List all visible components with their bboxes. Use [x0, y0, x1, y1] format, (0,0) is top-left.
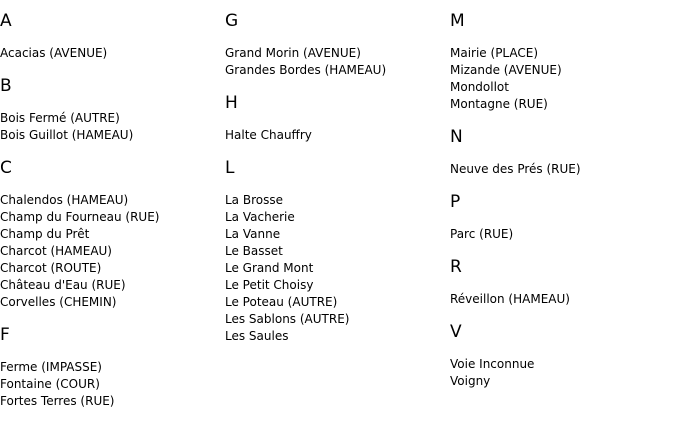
street-link[interactable]: Montagne (RUE): [450, 97, 548, 111]
street-link[interactable]: Ferme (IMPASSE): [0, 360, 102, 374]
street-index-column-1: [0, 10, 220, 410]
street-link[interactable]: La Vanne: [225, 227, 281, 241]
street-index-column-3: [450, 10, 670, 390]
letter-heading: A: [0, 11, 12, 31]
street-link[interactable]: Charcot (ROUTE): [0, 261, 102, 275]
letter-section: [450, 321, 670, 390]
letter-section: [0, 10, 220, 62]
street-link[interactable]: Corvelles (CHEMIN): [0, 295, 117, 309]
street-link[interactable]: Chalendos (HAMEAU): [0, 193, 129, 207]
street-link[interactable]: Les Saules: [225, 329, 289, 343]
street-link[interactable]: Voie Inconnue: [450, 357, 535, 371]
street-link[interactable]: Mairie (PLACE): [450, 46, 539, 60]
letter-heading: L: [225, 158, 235, 178]
street-link[interactable]: Fortes Terres (RUE): [0, 394, 115, 408]
street-link[interactable]: Le Basset: [225, 244, 283, 258]
letter-section: [450, 256, 670, 308]
street-link[interactable]: Réveillon (HAMEAU): [450, 292, 570, 306]
letter-heading: H: [225, 93, 238, 113]
letter-section: [225, 157, 445, 345]
letter-section: [0, 157, 220, 311]
street-index-column-2: [225, 10, 445, 345]
street-link[interactable]: Mizande (AVENUE): [450, 63, 562, 77]
letter-heading: N: [450, 127, 463, 147]
street-link[interactable]: Grand Morin (AVENUE): [225, 46, 361, 60]
street-link[interactable]: La Brosse: [225, 193, 283, 207]
street-link[interactable]: Bois Guillot (HAMEAU): [0, 128, 134, 142]
letter-heading: F: [0, 325, 10, 345]
street-link[interactable]: Les Sablons (AUTRE): [225, 312, 350, 326]
letter-heading: G: [225, 11, 239, 31]
street-link[interactable]: Voigny: [450, 374, 491, 388]
letter-heading: M: [450, 11, 465, 31]
street-link[interactable]: Le Grand Mont: [225, 261, 314, 275]
letter-section: [450, 126, 670, 178]
street-link[interactable]: Fontaine (COUR): [0, 377, 100, 391]
street-link[interactable]: Bois Fermé (AUTRE): [0, 111, 120, 125]
street-link[interactable]: Château d'Eau (RUE): [0, 278, 126, 292]
street-link[interactable]: Neuve des Prés (RUE): [450, 162, 581, 176]
street-link[interactable]: Parc (RUE): [450, 227, 514, 241]
street-link[interactable]: La Vacherie: [225, 210, 295, 224]
letter-heading: V: [450, 322, 462, 342]
street-link[interactable]: Le Petit Choisy: [225, 278, 314, 292]
letter-section: [225, 10, 445, 79]
letter-heading: P: [450, 192, 461, 212]
street-link[interactable]: Champ du Prêt: [0, 227, 90, 241]
street-link[interactable]: Acacias (AVENUE): [0, 46, 108, 60]
letter-section: [450, 191, 670, 243]
street-link[interactable]: Le Poteau (AUTRE): [225, 295, 338, 309]
letter-heading: B: [0, 76, 12, 96]
letter-section: [0, 75, 220, 144]
letter-heading: R: [450, 257, 462, 277]
letter-section: [225, 92, 445, 144]
letter-section: [450, 10, 670, 113]
street-link[interactable]: Halte Chauffry: [225, 128, 312, 142]
street-link[interactable]: Grandes Bordes (HAMEAU): [225, 63, 387, 77]
letter-heading: C: [0, 158, 12, 178]
street-link[interactable]: Mondollot: [450, 80, 509, 94]
street-link[interactable]: Champ du Fourneau (RUE): [0, 210, 160, 224]
letter-section: [0, 324, 220, 410]
street-link[interactable]: Charcot (HAMEAU): [0, 244, 112, 258]
